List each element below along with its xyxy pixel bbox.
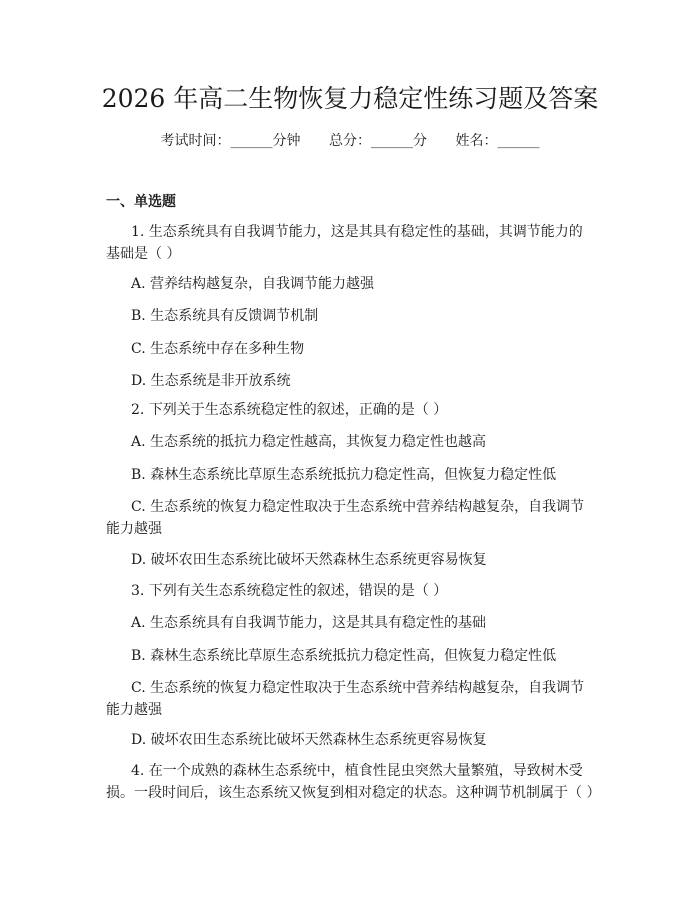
question-option: D. 破坏农田生态系统比破坏天然森林生态系统更容易恢复 [131, 552, 487, 568]
question-option: A. 生态系统的抵抗力稳定性越高，其恢复力稳定性也越高 [131, 434, 487, 450]
document-title: 2026 年高二生物恢复力稳定性练习题及答案 [101, 84, 599, 113]
exam-time: 考试时间：______分钟 [160, 133, 301, 149]
question-stem: 3. 下列有关生态系统稳定性的叙述，错误的是（ ） [131, 583, 448, 599]
question-option: C. 生态系统的恢复力稳定性取决于生态系统中营养结构越复杂，自我调节能力越强 [106, 499, 585, 537]
student-name: 姓名：______ [455, 133, 540, 149]
question-stem: 1. 生态系统具有自我调节能力，这是其具有稳定性的基础，其调节能力的基础是（ ） [106, 224, 583, 262]
question-option: D. 生态系统是非开放系统 [131, 373, 291, 389]
question-stem: 2. 下列关于生态系统稳定性的叙述，正确的是（ ） [131, 402, 448, 418]
question-option: C. 生态系统中存在多种生物 [131, 341, 305, 357]
section-heading: 一、单选题 [106, 194, 176, 210]
question-option: A. 生态系统具有自我调节能力，这是其具有稳定性的基础 [131, 615, 487, 631]
exam-meta [0, 131, 700, 151]
question-option: D. 破坏农田生态系统比破坏天然森林生态系统更容易恢复 [131, 732, 487, 748]
total-score: 总分：______分 [329, 133, 427, 149]
question-option: B. 生态系统具有反馈调节机制 [131, 308, 319, 324]
question-option: C. 生态系统的恢复力稳定性取决于生态系统中营养结构越复杂，自我调节能力越强 [106, 680, 585, 718]
question-option: B. 森林生态系统比草原生态系统抵抗力稳定性高，但恢复力稳定性低 [131, 648, 557, 664]
question-option: B. 森林生态系统比草原生态系统抵抗力稳定性高，但恢复力稳定性低 [131, 467, 557, 483]
question-option: A. 营养结构越复杂，自我调节能力越强 [131, 276, 375, 292]
question-stem: 4. 在一个成熟的森林生态系统中，植食性昆虫突然大量繁殖，导致树木受损。一段时间后，该生态系统又恢复到相对稳定的状态。这种调节机制属于（ ） [106, 763, 601, 801]
